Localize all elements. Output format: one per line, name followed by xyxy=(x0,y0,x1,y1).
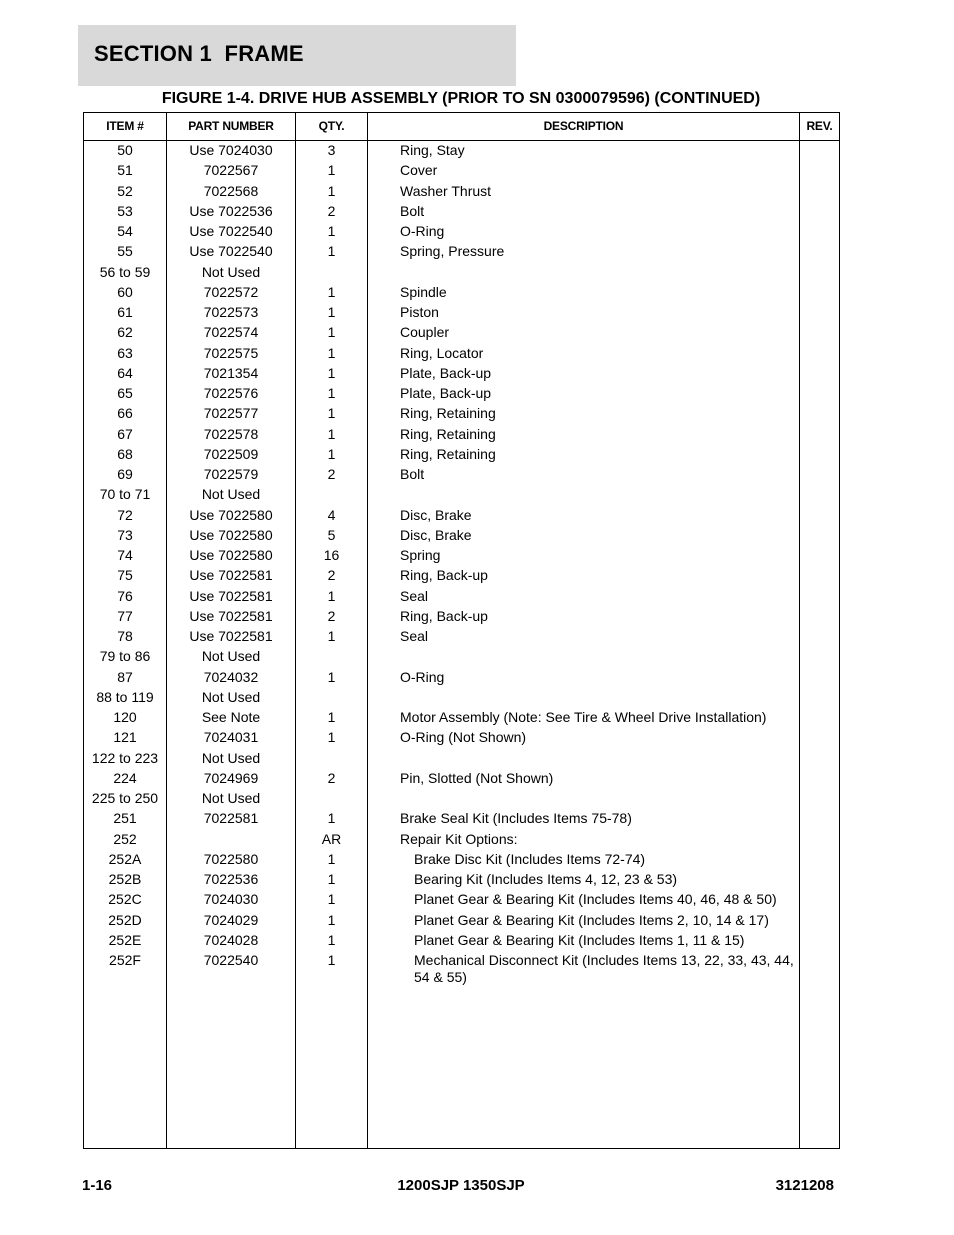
table-row xyxy=(84,647,839,667)
part-number-cell: 7022575 xyxy=(203,344,259,361)
table-row xyxy=(84,809,839,829)
part-number-cell: See Note xyxy=(201,709,261,725)
description-cell: Motor Assembly (Note: See Tire & Wheel Drive Installation) xyxy=(400,709,767,725)
part-number-cell: 7022581 xyxy=(203,810,259,827)
item-cell: 252B xyxy=(108,871,142,887)
item-cell: 76 xyxy=(117,587,133,604)
qty-cell: 1 xyxy=(327,223,336,239)
qty-cell: 1 xyxy=(327,364,336,381)
item-cell: 120 xyxy=(113,709,137,725)
part-number-cell: 7024029 xyxy=(203,911,259,928)
description-cell: Mechanical Disconnect Kit (Includes Items 13, 22, 33, 43, 44, 54 & 55) xyxy=(414,952,794,985)
part-number-cell: Use 7022581 xyxy=(189,628,273,644)
item-cell: 252D xyxy=(108,911,142,928)
table-row xyxy=(84,303,839,323)
document-number: 3121208 xyxy=(775,1177,834,1194)
table-row xyxy=(84,404,839,424)
description-cell: Ring, Retaining xyxy=(400,425,496,442)
item-cell: 66 xyxy=(117,405,133,422)
qty-cell: 16 xyxy=(323,547,340,563)
part-number-cell: 7022540 xyxy=(203,952,259,968)
table-row xyxy=(84,607,839,627)
table-row xyxy=(84,587,839,607)
item-cell: 65 xyxy=(117,385,133,401)
description-cell: Plate, Back-up xyxy=(400,385,492,401)
item-cell: 252E xyxy=(108,931,142,948)
table-row xyxy=(84,688,839,708)
qty-cell: 1 xyxy=(327,385,336,401)
part-number-cell: 7022579 xyxy=(203,466,259,482)
description-cell: Bearing Kit (Includes Items 4, 12, 23 & 53) xyxy=(414,871,678,887)
qty-cell: 2 xyxy=(327,607,336,624)
figure-title: FIGURE 1-4. DRIVE HUB ASSEMBLY (PRIOR TO SN 0300079596) (CONTINUED) xyxy=(161,90,761,107)
qty-cell: AR xyxy=(321,830,342,847)
description-cell: Pin, Slotted (Not Shown) xyxy=(400,769,554,786)
qty-cell: 1 xyxy=(327,587,336,604)
item-cell: 67 xyxy=(117,425,133,442)
table-row xyxy=(84,951,839,985)
qty-cell: 1 xyxy=(327,182,336,199)
table-row xyxy=(84,749,839,769)
model-label: 1200SJP 1350SJP xyxy=(397,1177,525,1194)
item-cell: 69 xyxy=(117,466,133,482)
part-number-cell: 7024028 xyxy=(203,931,259,948)
table-row xyxy=(84,263,839,283)
qty-cell: 1 xyxy=(327,243,336,260)
qty-cell: 1 xyxy=(327,324,336,341)
item-cell: 56 to 59 xyxy=(99,263,151,280)
part-number-cell: 7022574 xyxy=(203,324,259,341)
item-cell: 51 xyxy=(117,162,133,179)
item-cell: 74 xyxy=(117,547,133,563)
item-cell: 68 xyxy=(117,445,133,462)
description-cell: Disc, Brake xyxy=(400,506,472,523)
item-cell: 251 xyxy=(113,810,137,827)
qty-cell: 2 xyxy=(327,567,336,584)
item-cell: 61 xyxy=(117,304,133,320)
qty-cell: 1 xyxy=(327,850,336,867)
part-number-cell: Use 7022540 xyxy=(189,223,273,239)
part-number-cell: 7022536 xyxy=(203,871,259,887)
table-row xyxy=(84,344,839,364)
header-description: DESCRIPTION xyxy=(543,119,624,133)
part-number-cell: 7022573 xyxy=(203,304,259,320)
item-cell: 252 xyxy=(113,830,137,847)
description-cell: Spindle xyxy=(400,283,447,300)
part-number-cell: 7024031 xyxy=(203,729,259,746)
description-cell: Cover xyxy=(400,162,438,179)
qty-cell: 1 xyxy=(327,425,336,442)
item-cell: 52 xyxy=(117,182,133,199)
item-cell: 63 xyxy=(117,344,133,361)
item-cell: 70 to 71 xyxy=(99,486,151,503)
item-cell: 78 xyxy=(117,628,133,644)
item-cell: 60 xyxy=(117,283,133,300)
description-cell: Seal xyxy=(400,628,429,644)
item-cell: 75 xyxy=(117,567,133,584)
header-item: ITEM # xyxy=(106,119,144,133)
qty-cell: 2 xyxy=(327,769,336,786)
part-number-cell: Use 7022580 xyxy=(189,547,273,563)
part-number-cell: Use 7022580 xyxy=(189,506,273,523)
item-cell: 225 to 250 xyxy=(91,790,159,806)
description-cell: Ring, Back-up xyxy=(400,607,488,624)
description-cell: Ring, Back-up xyxy=(400,567,488,584)
item-cell: 77 xyxy=(117,607,133,624)
part-number-cell: 7022567 xyxy=(203,162,259,179)
description-cell: Ring, Retaining xyxy=(400,445,496,462)
qty-cell: 1 xyxy=(327,871,336,887)
table-row xyxy=(84,890,839,910)
qty-cell: 2 xyxy=(327,466,336,482)
part-number-cell: Not Used xyxy=(201,790,261,806)
qty-cell: 1 xyxy=(327,283,336,300)
part-number-cell: Use 7022580 xyxy=(189,526,273,543)
part-number-cell: 7022509 xyxy=(203,445,259,462)
header-qty: QTY. xyxy=(318,119,345,133)
part-number-cell: 7022572 xyxy=(203,283,259,300)
table-row xyxy=(84,202,839,222)
part-number-cell: Not Used xyxy=(201,648,261,665)
table-row xyxy=(84,769,839,789)
part-number-cell: 7022568 xyxy=(203,182,259,199)
header-rev: REV. xyxy=(806,119,833,133)
qty-cell: 1 xyxy=(327,729,336,746)
part-number-cell: 7022580 xyxy=(203,850,259,867)
table-row xyxy=(84,566,839,586)
description-cell: Brake Seal Kit (Includes Items 75-78) xyxy=(400,810,632,827)
part-number-cell: 7021354 xyxy=(203,364,259,381)
header-part-number: PART NUMBER xyxy=(188,119,274,133)
table-row xyxy=(84,911,839,931)
description-cell: Bolt xyxy=(400,466,425,482)
table-row xyxy=(84,931,839,951)
item-cell: 252C xyxy=(108,891,142,908)
section-title: SECTION 1 FRAME xyxy=(94,41,304,66)
qty-cell: 1 xyxy=(327,162,336,179)
qty-cell: 3 xyxy=(327,142,336,158)
item-cell: 122 to 223 xyxy=(91,749,159,766)
table-row xyxy=(84,242,839,262)
qty-cell: 1 xyxy=(327,810,336,827)
description-cell: Ring, Locator xyxy=(400,344,484,361)
qty-cell: 1 xyxy=(327,304,336,320)
item-cell: 72 xyxy=(117,506,133,523)
table-row xyxy=(84,789,839,809)
part-number-cell: 7022577 xyxy=(203,405,259,422)
item-cell: 252A xyxy=(108,850,142,867)
table-row xyxy=(84,465,839,485)
description-cell: Brake Disc Kit (Includes Items 72-74) xyxy=(414,850,646,867)
part-number-cell: Use 7024030 xyxy=(189,142,273,158)
page-number: 1-16 xyxy=(82,1177,113,1194)
item-cell: 252F xyxy=(109,952,141,968)
item-cell: 87 xyxy=(117,668,133,685)
description-cell: Washer Thrust xyxy=(400,182,492,199)
part-number-cell: 7024030 xyxy=(203,891,259,908)
qty-cell: 1 xyxy=(327,931,336,948)
table-row xyxy=(84,283,839,303)
table-row xyxy=(84,830,839,850)
qty-cell: 1 xyxy=(327,344,336,361)
part-number-cell: Use 7022540 xyxy=(189,243,273,260)
description-cell: Ring, Retaining xyxy=(400,405,496,422)
table-row xyxy=(84,870,839,890)
item-cell: 55 xyxy=(117,243,133,260)
item-cell: 62 xyxy=(117,324,133,341)
part-number-cell: Use 7022581 xyxy=(189,587,273,604)
item-cell: 53 xyxy=(117,202,133,219)
parts-table xyxy=(83,112,840,1149)
item-cell: 224 xyxy=(113,769,137,786)
qty-cell: 1 xyxy=(327,668,336,685)
part-number-cell: Use 7022581 xyxy=(189,607,273,624)
description-cell: Planet Gear & Bearing Kit (Includes Items 2, 10, 14 & 17) xyxy=(414,911,769,928)
item-cell: 64 xyxy=(117,364,133,381)
item-cell: 54 xyxy=(117,223,133,239)
table-row xyxy=(84,445,839,465)
table-row xyxy=(84,323,839,343)
table-row xyxy=(84,384,839,404)
table-row xyxy=(84,222,839,242)
part-number-cell: 7024969 xyxy=(203,769,259,786)
table-header xyxy=(84,113,839,141)
description-cell: O-Ring xyxy=(400,223,445,239)
table-row xyxy=(84,546,839,566)
description-cell: O-Ring xyxy=(400,668,445,685)
item-cell: 79 to 86 xyxy=(99,648,151,665)
table-row xyxy=(84,364,839,384)
table-row xyxy=(84,627,839,647)
qty-cell: 2 xyxy=(327,202,336,219)
table-row xyxy=(84,728,839,748)
part-number-cell: 7022576 xyxy=(203,385,259,401)
description-cell: Coupler xyxy=(400,324,450,341)
table-row xyxy=(84,161,839,181)
description-cell: Ring, Stay xyxy=(400,142,465,158)
table-row xyxy=(84,850,839,870)
qty-cell: 1 xyxy=(327,709,336,725)
qty-cell: 5 xyxy=(327,526,336,543)
description-cell: O-Ring (Not Shown) xyxy=(400,729,527,746)
description-cell: Piston xyxy=(400,304,439,320)
item-cell: 73 xyxy=(117,526,133,543)
qty-cell: 1 xyxy=(327,405,336,422)
qty-cell: 1 xyxy=(327,952,336,968)
qty-cell: 4 xyxy=(327,506,336,523)
table-row xyxy=(84,668,839,688)
part-number-cell: 7022578 xyxy=(203,425,259,442)
description-cell: Repair Kit Options: xyxy=(400,830,518,847)
description-cell: Seal xyxy=(400,587,429,604)
part-number-cell: Not Used xyxy=(201,688,261,705)
description-cell: Disc, Brake xyxy=(400,526,472,543)
description-cell: Bolt xyxy=(400,202,425,219)
qty-cell: 1 xyxy=(327,445,336,462)
part-number-cell: Not Used xyxy=(201,263,261,280)
table-row xyxy=(84,425,839,445)
description-cell: Plate, Back-up xyxy=(400,364,492,381)
part-number-cell: 7024032 xyxy=(203,668,259,685)
table-row xyxy=(84,182,839,202)
part-number-cell: Not Used xyxy=(201,486,261,503)
item-cell: 50 xyxy=(117,142,133,158)
part-number-cell: Use 7022581 xyxy=(189,567,273,584)
table-row xyxy=(84,141,839,161)
description-cell: Planet Gear & Bearing Kit (Includes Items 40, 46, 48 & 50) xyxy=(414,891,777,908)
section-banner xyxy=(78,25,516,86)
qty-cell: 1 xyxy=(327,628,336,644)
table-row xyxy=(84,526,839,546)
description-cell: Planet Gear & Bearing Kit (Includes Items 1, 11 & 15) xyxy=(414,931,745,948)
description-cell: Spring xyxy=(400,547,441,563)
description-cell: Spring, Pressure xyxy=(400,243,505,260)
qty-cell: 1 xyxy=(327,891,336,908)
table-row xyxy=(84,708,839,728)
item-cell: 121 xyxy=(113,729,137,746)
part-number-cell: Use 7022536 xyxy=(189,202,273,219)
part-number-cell: Not Used xyxy=(201,749,261,766)
qty-cell: 1 xyxy=(327,911,336,928)
item-cell: 88 to 119 xyxy=(96,688,154,705)
table-row xyxy=(84,485,839,505)
table-row xyxy=(84,506,839,526)
